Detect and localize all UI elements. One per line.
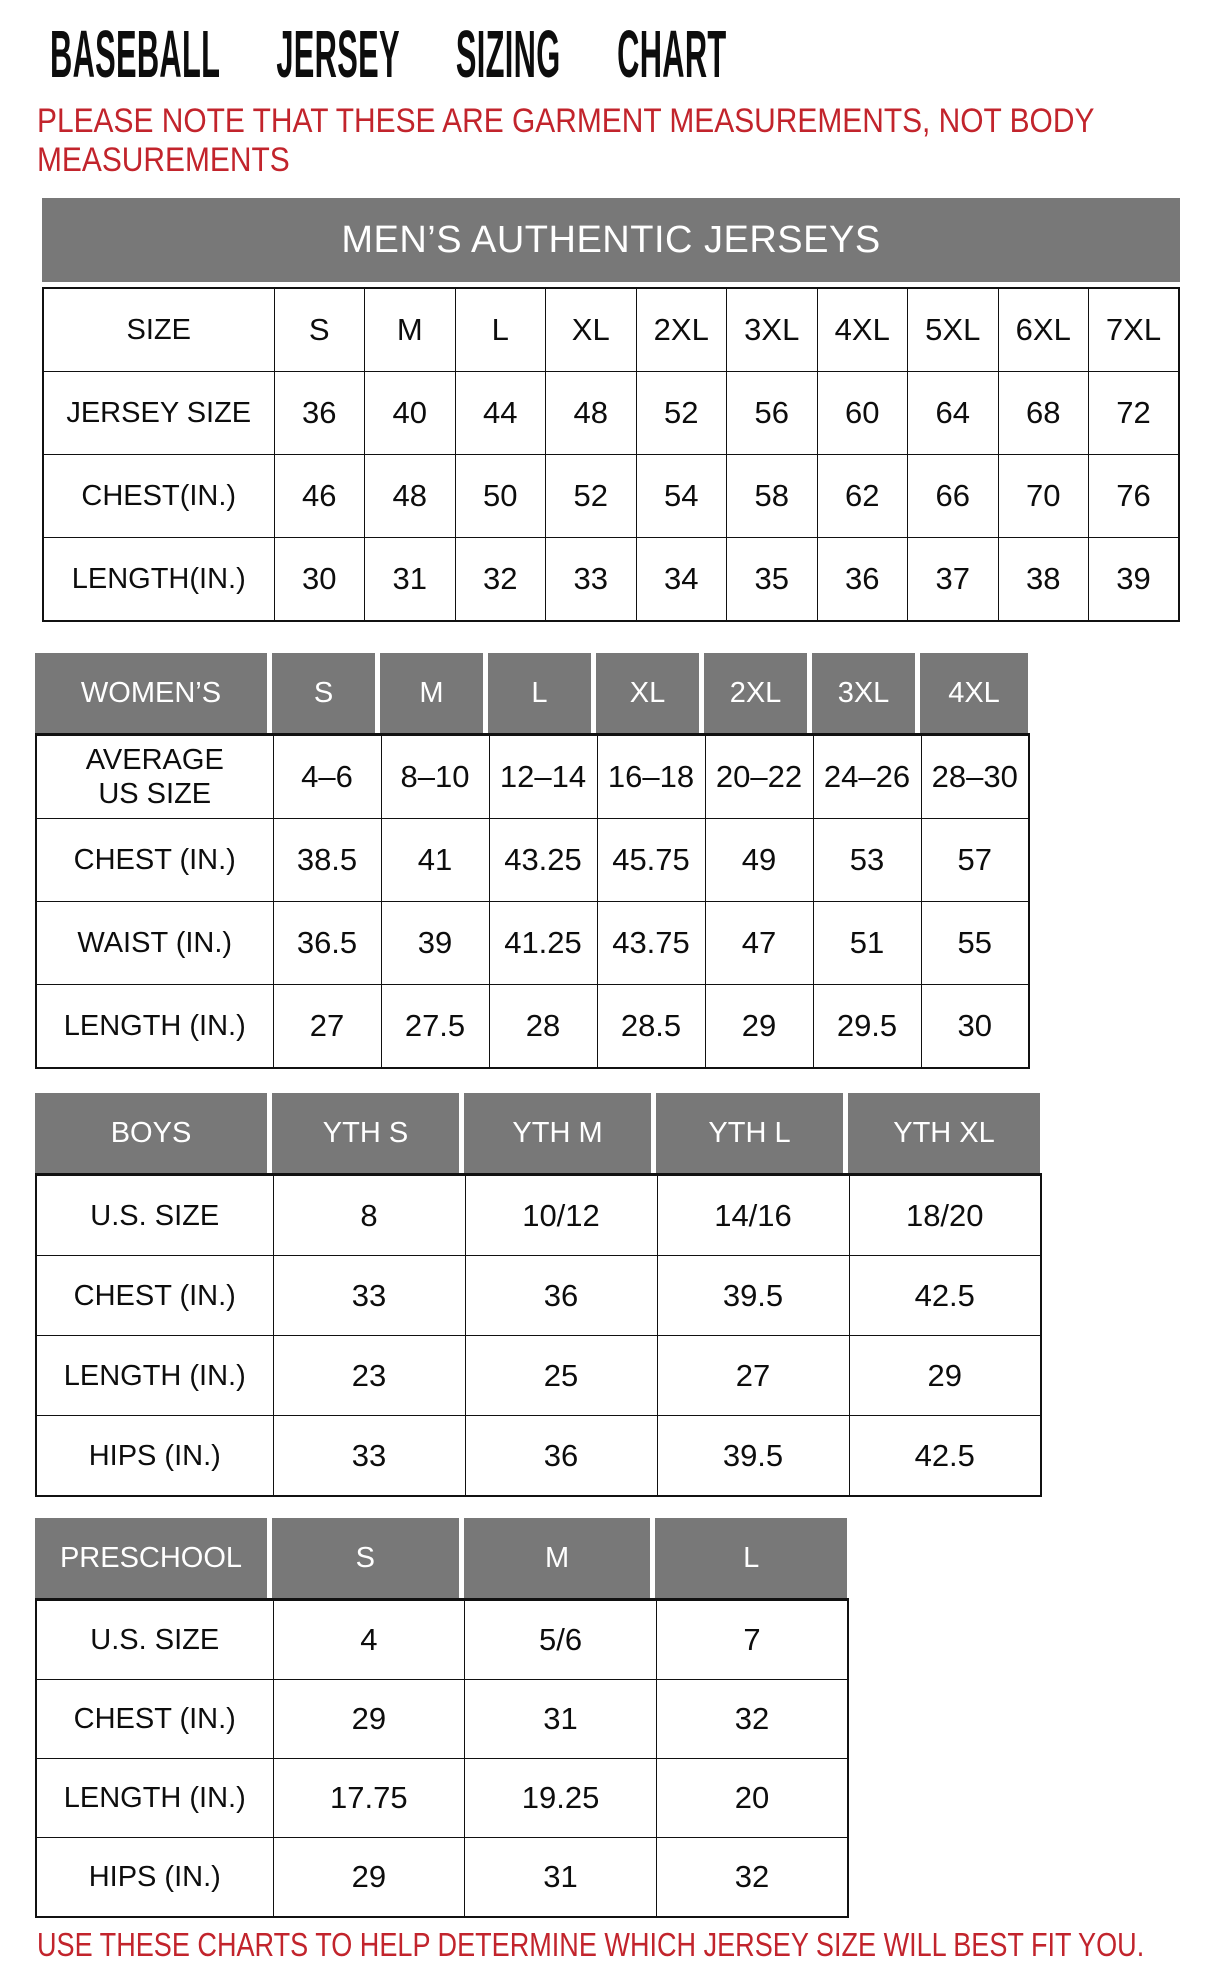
value-cell: 8–10 xyxy=(381,735,489,819)
value-cell: S xyxy=(274,288,365,372)
table-header-label: PRESCHOOL xyxy=(35,1518,272,1598)
value-cell: 31 xyxy=(365,538,456,622)
value-cell: 56 xyxy=(727,372,818,455)
value-cell: 27 xyxy=(657,1336,849,1416)
value-cell: 29 xyxy=(273,1838,465,1918)
row-label: U.S. SIZE xyxy=(36,1175,273,1256)
column-header: L xyxy=(655,1518,847,1598)
value-cell: 14/16 xyxy=(657,1175,849,1256)
value-cell: 48 xyxy=(365,455,456,538)
column-header: L xyxy=(488,653,596,733)
value-cell: 3XL xyxy=(727,288,818,372)
column-header: M xyxy=(380,653,488,733)
value-cell: 38.5 xyxy=(273,819,381,902)
value-cell: 31 xyxy=(465,1680,657,1759)
value-cell: 52 xyxy=(546,455,637,538)
table-row xyxy=(36,735,1029,819)
value-cell: 33 xyxy=(273,1256,465,1336)
value-cell: 4–6 xyxy=(273,735,381,819)
value-cell: 33 xyxy=(546,538,637,622)
row-label: CHEST (IN.) xyxy=(36,1680,273,1759)
row-label: CHEST (IN.) xyxy=(36,1256,273,1336)
value-cell: 68 xyxy=(998,372,1089,455)
boys-table-header xyxy=(35,1093,1040,1173)
value-cell: 5/6 xyxy=(465,1600,657,1680)
row-label: AVERAGE US SIZE xyxy=(36,735,273,819)
table-row xyxy=(43,288,1179,372)
value-cell: 16–18 xyxy=(597,735,705,819)
footer-note: USE THESE CHARTS TO HELP DETERMINE WHICH JERSEY SIZE WILL BEST FIT YOU. xyxy=(37,1926,1145,1963)
value-cell: 36 xyxy=(817,538,908,622)
womens-sizing-table xyxy=(35,653,1030,1069)
row-label: CHEST(IN.) xyxy=(43,455,274,538)
value-cell: 39.5 xyxy=(657,1256,849,1336)
value-cell: 24–26 xyxy=(813,735,921,819)
value-cell: 64 xyxy=(908,372,999,455)
column-header: 3XL xyxy=(812,653,920,733)
column-header: YTH XL xyxy=(848,1093,1040,1173)
value-cell: 30 xyxy=(921,985,1029,1069)
value-cell: 62 xyxy=(817,455,908,538)
column-header: YTH M xyxy=(464,1093,656,1173)
table-row xyxy=(36,1416,1041,1497)
garment-note xyxy=(37,102,1094,180)
boys-sizing-table xyxy=(35,1093,1042,1497)
value-cell: 7XL xyxy=(1089,288,1180,372)
row-label: LENGTH (IN.) xyxy=(36,1759,273,1838)
value-cell: 36 xyxy=(465,1416,657,1497)
table-row xyxy=(43,538,1179,622)
value-cell: 54 xyxy=(636,455,727,538)
table-row xyxy=(36,1680,848,1759)
row-label: LENGTH (IN.) xyxy=(36,985,273,1069)
mens-sizing-table xyxy=(42,198,1180,622)
value-cell: 30 xyxy=(274,538,365,622)
column-header: M xyxy=(464,1518,656,1598)
table-row xyxy=(36,819,1029,902)
value-cell: 39.5 xyxy=(657,1416,849,1497)
value-cell: 39 xyxy=(1089,538,1180,622)
value-cell: 36.5 xyxy=(273,902,381,985)
value-cell: 10/12 xyxy=(465,1175,657,1256)
value-cell: 42.5 xyxy=(849,1256,1041,1336)
value-cell: 44 xyxy=(455,372,546,455)
table-row xyxy=(36,1600,848,1680)
value-cell: 17.75 xyxy=(273,1759,465,1838)
table-row xyxy=(36,1838,848,1918)
value-cell: 23 xyxy=(273,1336,465,1416)
value-cell: 35 xyxy=(727,538,818,622)
value-cell: 53 xyxy=(813,819,921,902)
row-label: JERSEY SIZE xyxy=(43,372,274,455)
row-label: LENGTH (IN.) xyxy=(36,1336,273,1416)
value-cell: L xyxy=(455,288,546,372)
column-header: S xyxy=(272,653,380,733)
value-cell: 41 xyxy=(381,819,489,902)
table-row xyxy=(36,1175,1041,1256)
value-cell: 43.25 xyxy=(489,819,597,902)
value-cell: 25 xyxy=(465,1336,657,1416)
value-cell: 20–22 xyxy=(705,735,813,819)
table-header-label: BOYS xyxy=(35,1093,272,1173)
table-row xyxy=(43,372,1179,455)
value-cell: 36 xyxy=(274,372,365,455)
row-label: HIPS (IN.) xyxy=(36,1838,273,1918)
value-cell: 29 xyxy=(273,1680,465,1759)
row-label: SIZE xyxy=(43,288,274,372)
column-header: S xyxy=(272,1518,464,1598)
table-row xyxy=(36,1759,848,1838)
table-row xyxy=(36,985,1029,1069)
value-cell: 31 xyxy=(465,1838,657,1918)
value-cell: 32 xyxy=(656,1838,848,1918)
value-cell: 58 xyxy=(727,455,818,538)
column-header: 4XL xyxy=(920,653,1028,733)
value-cell: 39 xyxy=(381,902,489,985)
garment-note-line2: MEASUREMENTS xyxy=(37,141,290,179)
value-cell: 48 xyxy=(546,372,637,455)
table-row xyxy=(36,1336,1041,1416)
value-cell: 37 xyxy=(908,538,999,622)
value-cell: 7 xyxy=(656,1600,848,1680)
row-label: WAIST (IN.) xyxy=(36,902,273,985)
value-cell: 8 xyxy=(273,1175,465,1256)
value-cell: 18/20 xyxy=(849,1175,1041,1256)
value-cell: 57 xyxy=(921,819,1029,902)
value-cell: 12–14 xyxy=(489,735,597,819)
column-header: 2XL xyxy=(704,653,812,733)
preschool-sizing-table xyxy=(35,1518,849,1918)
table-row xyxy=(36,902,1029,985)
value-cell: 49 xyxy=(705,819,813,902)
value-cell: 72 xyxy=(1089,372,1180,455)
value-cell: 28.5 xyxy=(597,985,705,1069)
value-cell: 76 xyxy=(1089,455,1180,538)
value-cell: 41.25 xyxy=(489,902,597,985)
column-header: YTH S xyxy=(272,1093,464,1173)
value-cell: M xyxy=(365,288,456,372)
value-cell: 29.5 xyxy=(813,985,921,1069)
garment-note-line1: PLEASE NOTE THAT THESE ARE GARMENT MEASUREMENTS, NOT BODY xyxy=(37,102,1095,140)
value-cell: 33 xyxy=(273,1416,465,1497)
preschool-table-body xyxy=(35,1598,849,1918)
value-cell: 51 xyxy=(813,902,921,985)
womens-table-header xyxy=(35,653,1028,733)
value-cell: 20 xyxy=(656,1759,848,1838)
column-header: YTH L xyxy=(656,1093,848,1173)
value-cell: 70 xyxy=(998,455,1089,538)
value-cell: 42.5 xyxy=(849,1416,1041,1497)
value-cell: 60 xyxy=(817,372,908,455)
value-cell: 66 xyxy=(908,455,999,538)
value-cell: 55 xyxy=(921,902,1029,985)
value-cell: 4XL xyxy=(817,288,908,372)
value-cell: 40 xyxy=(365,372,456,455)
preschool-table-header xyxy=(35,1518,847,1598)
row-label: U.S. SIZE xyxy=(36,1600,273,1680)
table-row xyxy=(36,1256,1041,1336)
value-cell: XL xyxy=(546,288,637,372)
value-cell: 28 xyxy=(489,985,597,1069)
value-cell: 6XL xyxy=(998,288,1089,372)
womens-table-body xyxy=(35,733,1030,1069)
page-title: BASEBALL JERSEY SIZING CHART xyxy=(50,17,727,92)
value-cell: 36 xyxy=(465,1256,657,1336)
value-cell: 4 xyxy=(273,1600,465,1680)
row-label: HIPS (IN.) xyxy=(36,1416,273,1497)
value-cell: 32 xyxy=(455,538,546,622)
value-cell: 38 xyxy=(998,538,1089,622)
value-cell: 27.5 xyxy=(381,985,489,1069)
value-cell: 28–30 xyxy=(921,735,1029,819)
value-cell: 19.25 xyxy=(465,1759,657,1838)
mens-table-body xyxy=(42,287,1180,622)
value-cell: 5XL xyxy=(908,288,999,372)
value-cell: 29 xyxy=(705,985,813,1069)
column-header: XL xyxy=(596,653,704,733)
table-header-label: WOMEN’S xyxy=(35,653,272,733)
row-label: LENGTH(IN.) xyxy=(43,538,274,622)
value-cell: 43.75 xyxy=(597,902,705,985)
row-label: CHEST (IN.) xyxy=(36,819,273,902)
value-cell: 27 xyxy=(273,985,381,1069)
value-cell: 29 xyxy=(849,1336,1041,1416)
value-cell: 32 xyxy=(656,1680,848,1759)
value-cell: 34 xyxy=(636,538,727,622)
boys-table-body xyxy=(35,1173,1042,1497)
value-cell: 50 xyxy=(455,455,546,538)
value-cell: 47 xyxy=(705,902,813,985)
value-cell: 52 xyxy=(636,372,727,455)
table-row xyxy=(43,455,1179,538)
value-cell: 45.75 xyxy=(597,819,705,902)
value-cell: 46 xyxy=(274,455,365,538)
value-cell: 2XL xyxy=(636,288,727,372)
mens-table-banner: MEN’S AUTHENTIC JERSEYS xyxy=(42,198,1180,282)
